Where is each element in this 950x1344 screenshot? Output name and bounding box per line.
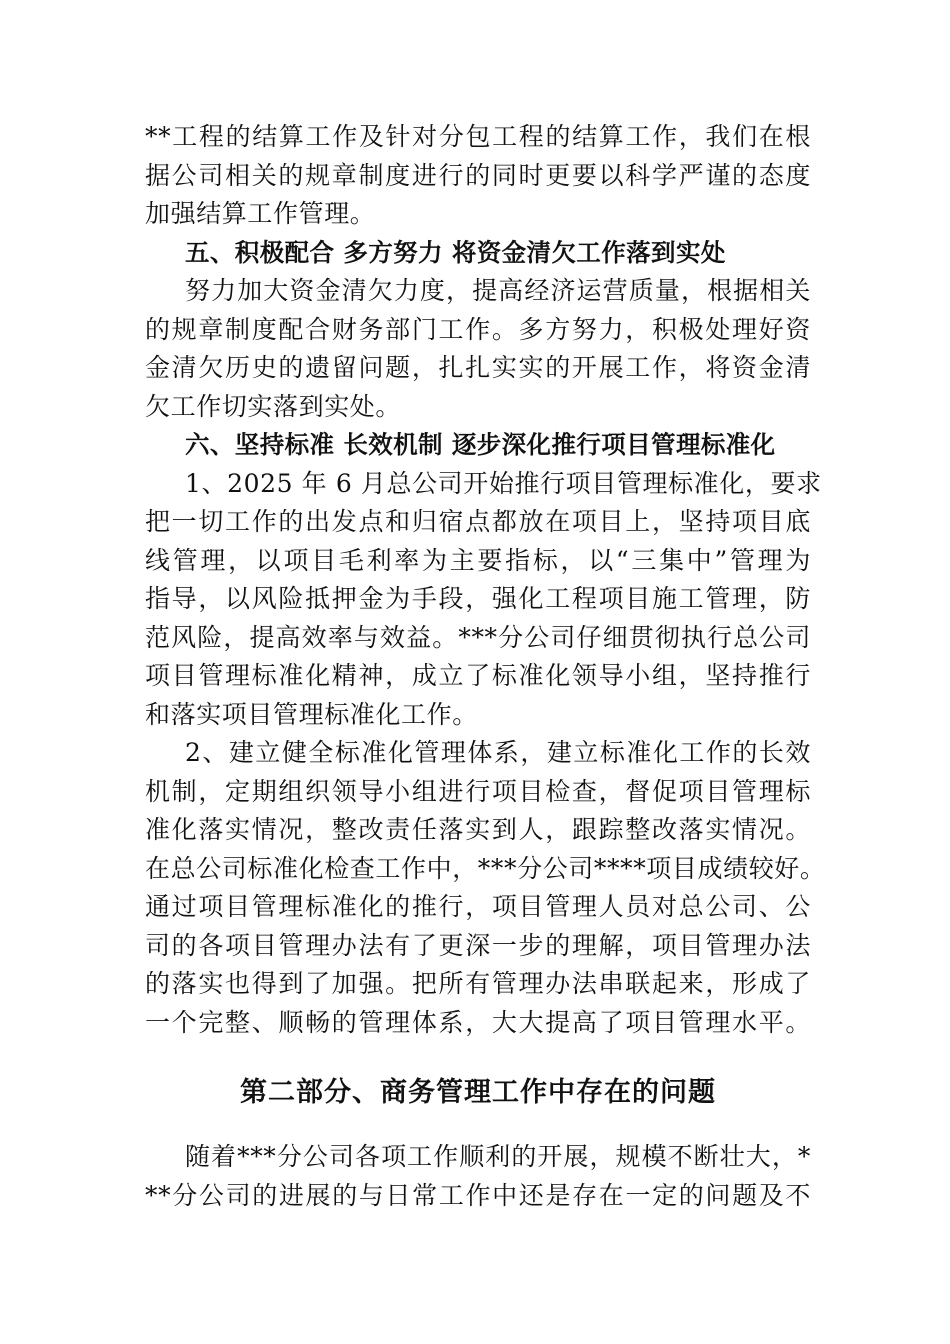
paragraph-fund-clearance: [145, 272, 811, 426]
text-line: 准化落实情况，整改责任落实到人，跟踪整改落实情况。: [145, 815, 811, 844]
text-line: 司的各项目管理办法有了更深一步的理解，项目管理办法: [145, 930, 811, 960]
text-line: **分公司的进展的与日常工作中还是存在一定的问题及不: [145, 1180, 811, 1210]
text-line: 2、建立健全标准化管理体系，建立标准化工作的长效: [185, 738, 811, 767]
document-page: [145, 118, 826, 1215]
text-line: **工程的结算工作及针对分包工程的结算工作，我们在根: [145, 122, 811, 151]
text-line: 随着***分公司各项工作顺利的开展，规模不断壮大，*: [185, 1142, 811, 1171]
paragraph-standardization-2: [145, 734, 826, 1042]
text-line: 努力加大资金清欠力度，提高经济运营质量，根据相关: [185, 276, 811, 305]
text-line: 在总公司标准化检查工作中，***分公司****项目成绩较好。: [145, 853, 826, 883]
text-line: 据公司相关的规章制度进行的同时更要以科学严谨的态度: [145, 160, 811, 190]
text-line: 机制，定期组织领导小组进行项目检查，督促项目管理标: [145, 776, 811, 806]
text-line: 加强结算工作管理。: [145, 199, 376, 228]
text-line: 线管理，以项目毛利率为主要指标，以“三集中”管理为: [145, 545, 811, 575]
paragraph-standardization-1: [145, 465, 822, 735]
text-line: 和落实项目管理标准化工作。: [145, 699, 478, 729]
text-line: 欠工作切实落到实处。: [145, 391, 402, 421]
text-line: 一个完整、顺畅的管理体系，大大提高了项目管理水平。: [145, 1007, 811, 1037]
text-line: 指导，以风险抵押金为手段，强化工程项目施工管理，防: [145, 584, 811, 613]
text-line: 的落实也得到了加强。把所有管理办法串联起来，形成了: [145, 969, 811, 998]
text-line: 的规章制度配合财务部门工作。多方努力，积极处理好资: [145, 314, 811, 344]
paragraph-problems: [145, 1138, 811, 1215]
text-line: 1、2025 年 6 月总公司开始推行项目管理标准化，要求: [185, 468, 822, 498]
text-line: 通过项目管理标准化的推行，项目管理人员对总公司、公: [145, 892, 811, 921]
paragraph-settlement: [145, 118, 811, 234]
text-line: 项目管理标准化精神，成立了标准化领导小组，坚持推行: [145, 661, 811, 690]
section-heading-6: 六、坚持标准 长效机制 逐步深化推行项目管理标准化: [185, 430, 776, 459]
part-title: 第二部分、商务管理工作中存在的问题: [240, 1077, 716, 1108]
text-line: 范风险，提高效率与效益。***分公司仔细贯彻执行总公司: [145, 622, 811, 652]
section-heading-5: 五、积极配合 多方努力 将资金清欠工作落到实处: [185, 237, 726, 267]
text-line: 金清欠历史的遗留问题，扎扎实实的开展工作，将资金清: [145, 353, 811, 382]
text-line: 把一切工作的出发点和归宿点都放在项目上，坚持项目底: [145, 507, 811, 536]
